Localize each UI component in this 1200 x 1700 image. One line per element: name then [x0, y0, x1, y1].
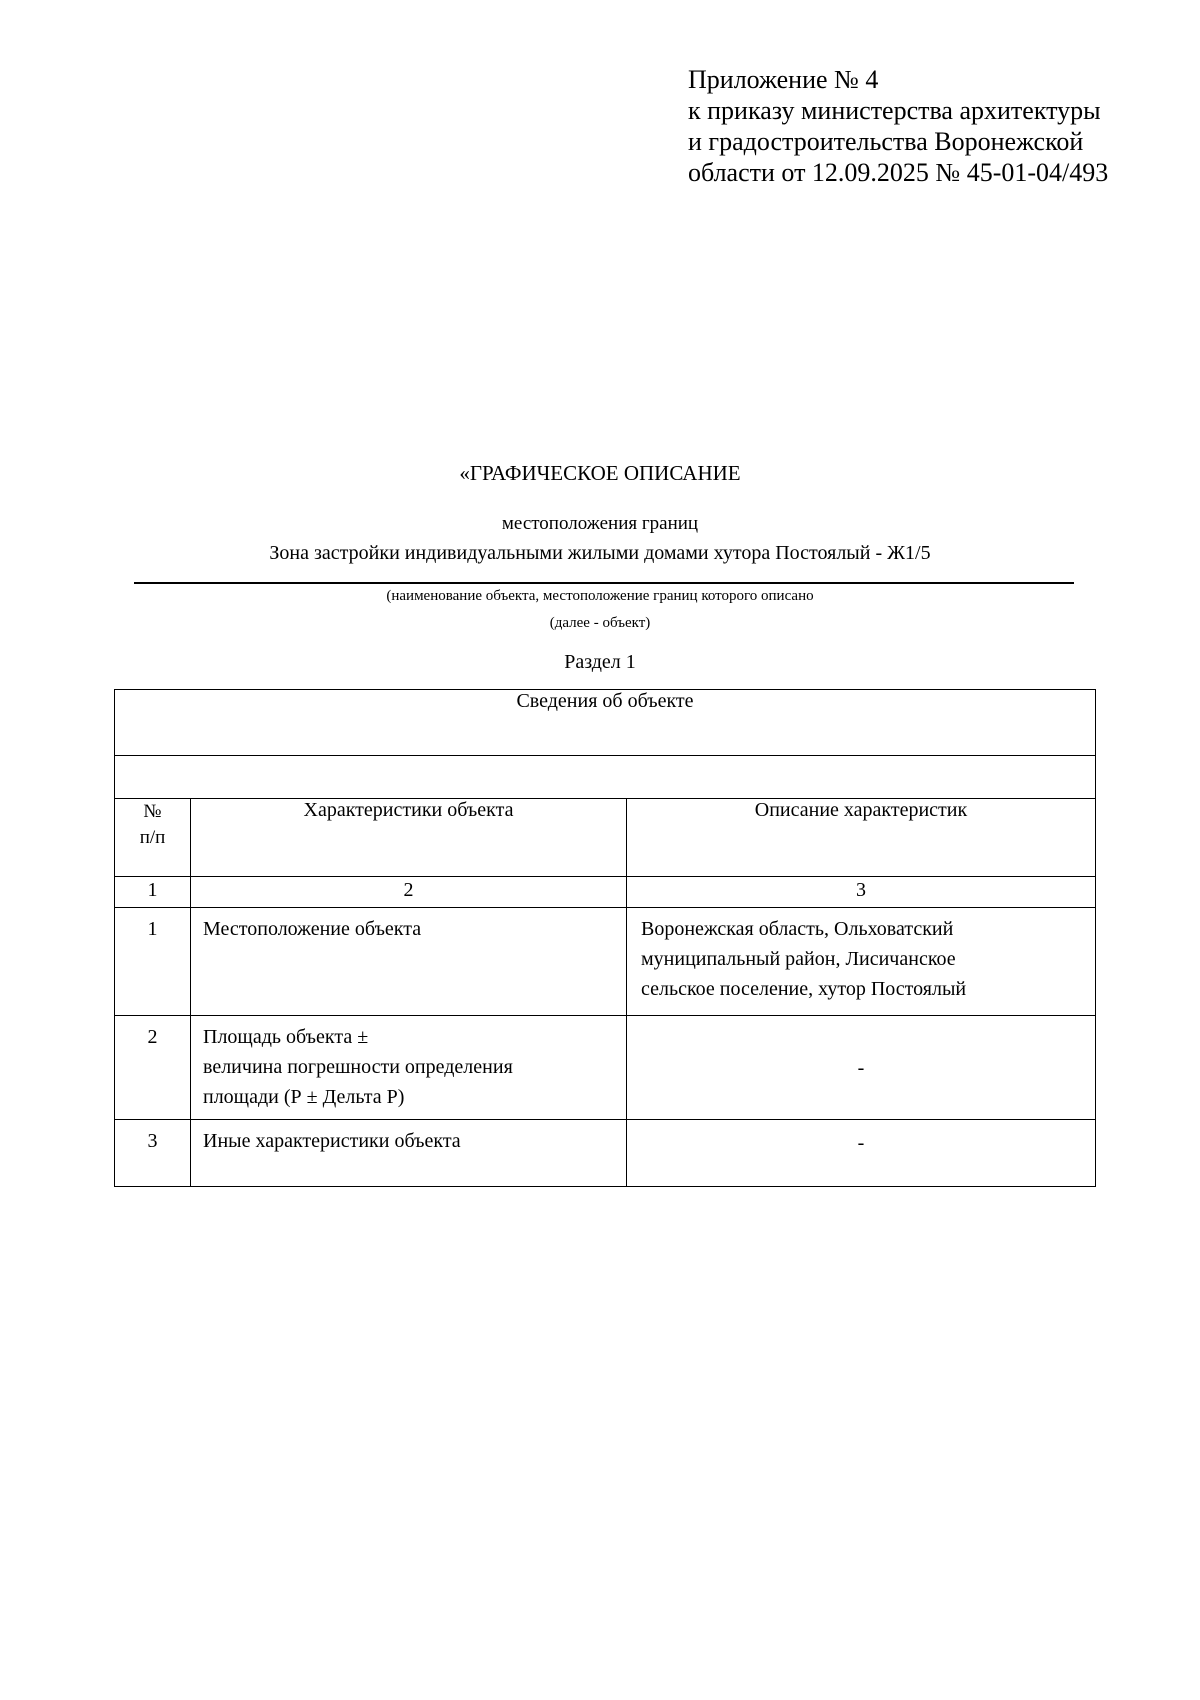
table-title-row: [115, 690, 1096, 756]
header-description: Описание характеристик: [627, 799, 1096, 877]
header-characteristic: Характеристики объекта: [191, 799, 627, 877]
row-description-line: сельское поселение, хутор Постоялый: [641, 978, 967, 1000]
row-description-line: муниципальный район, Лисичанское: [641, 948, 956, 970]
table-row: [115, 1016, 1096, 1120]
row-characteristic: [191, 1016, 627, 1120]
column-index: 1: [115, 877, 191, 908]
appendix-line: Приложение № 4: [688, 65, 879, 94]
appendix-line: к приказу министерства архитектуры: [688, 96, 1101, 125]
section-heading: Раздел 1: [564, 651, 636, 673]
row-number: 2: [115, 1016, 191, 1120]
table-title: Сведения об объекте: [115, 690, 1096, 756]
table-header-row: [115, 799, 1096, 877]
row-characteristic-line: Площадь объекта ±: [203, 1026, 369, 1048]
row-characteristic-line: величина погрешности определения: [203, 1056, 513, 1078]
object-name: Зона застройки индивидуальными жилыми домами хутора Постоялый - Ж1/5: [269, 542, 931, 564]
column-index: 3: [627, 877, 1096, 908]
row-description-line: Воронежская область, Ольховатский: [641, 918, 954, 940]
row-number: 1: [115, 908, 191, 1016]
table-empty-row: [115, 756, 1096, 799]
column-index: 2: [191, 877, 627, 908]
row-description: [627, 908, 1096, 1016]
header-number-line: №: [143, 801, 162, 822]
row-characteristic-line: Местоположение объекта: [203, 918, 422, 940]
table-empty-cell: [115, 756, 1096, 799]
object-name-underline: [134, 582, 1074, 584]
object-name-caption: (наименование объекта, местоположение границ которого описано: [386, 588, 814, 604]
table-row: [115, 908, 1096, 1016]
table-row: [115, 1120, 1096, 1187]
table-index-row: [115, 877, 1096, 908]
object-name-caption: (далее - объект): [549, 615, 651, 631]
document-title: «ГРАФИЧЕСКОЕ ОПИСАНИЕ: [459, 461, 741, 485]
header-number-line: п/п: [139, 827, 166, 848]
appendix-line: и градостроительства Воронежской: [688, 127, 1084, 156]
row-characteristic-line: Иные характеристики объекта: [203, 1130, 461, 1152]
header-number: [115, 799, 191, 877]
object-info-table: [114, 689, 1096, 1187]
row-characteristic: [191, 1120, 627, 1187]
row-description: -: [627, 1016, 1096, 1120]
document-subtitle: местоположения границ: [501, 513, 699, 534]
row-characteristic-line: площади (Р ± Дельта Р): [203, 1086, 405, 1108]
row-number: 3: [115, 1120, 191, 1187]
appendix-header: [688, 64, 1188, 188]
row-characteristic: [191, 908, 627, 1016]
row-description: -: [627, 1120, 1096, 1187]
appendix-line: области от 12.09.2025 № 45-01-04/493: [688, 158, 1109, 187]
